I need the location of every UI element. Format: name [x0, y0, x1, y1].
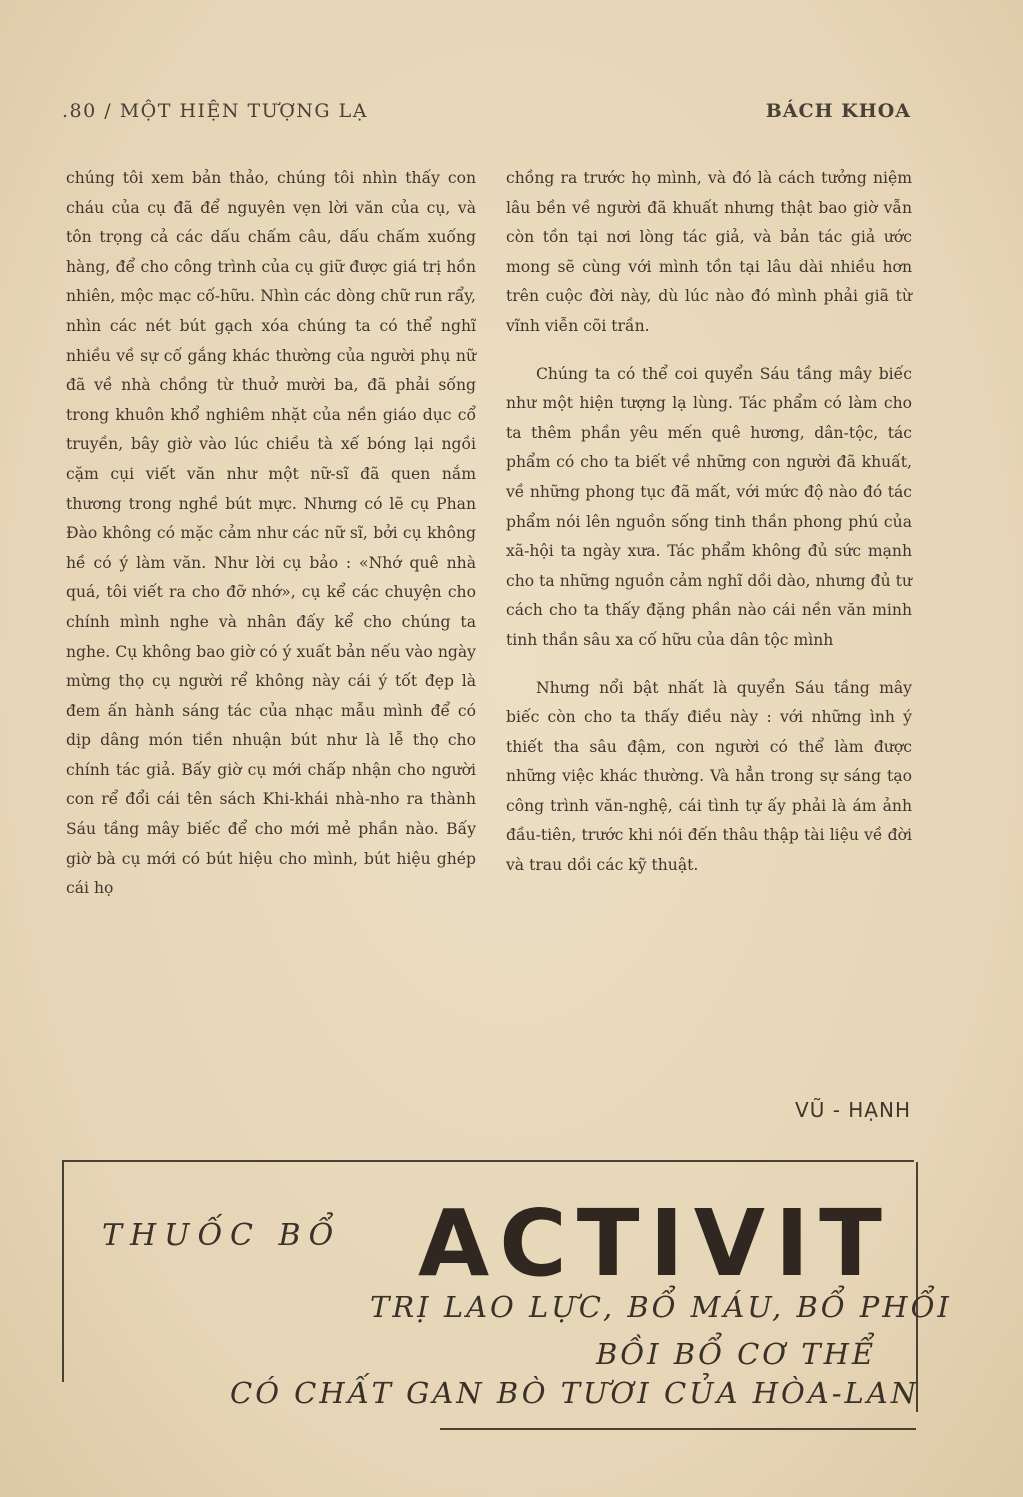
page-header: [62, 100, 911, 132]
right-column-paragraph-3: Nhưng nổi bật nhất là quyển Sáu tầng mây biếc còn cho ta thấy điều này : với những ình ý thiết tha sâu đậm, con người có thể làm được những việc khác thường. Và hẳn trong sự sáng tạo công trình văn-nghệ, cái tình tự ấy phải là ám ảnh đầu-tiên, trước khi nói đến thâu thập tài liệu về đời và trau dồi các kỹ thuật.: [506, 678, 912, 875]
author-signature: VŨ - HẠNH: [795, 1098, 911, 1122]
right-column: [506, 164, 912, 881]
right-column-paragraph-2: Chúng ta có thể coi quyển Sáu tầng mây biếc như một hiện tượng lạ lùng. Tác phẩm có làm cho ta thêm phần yêu mến quê hương, dân-tộc, tác phẩm có cho ta biết về những con người đã khuất, về những phong tục đã mất, với mức độ nào đó tác phẩm nói lên nguồn sống tinh thần phong phú của xã-hội ta ngày xưa. Tác phẩm không đủ sức mạnh cho ta những nguồn cảm nghĩ dồi dào, nhưng đủ tư cách cho ta thấy đặng phần nào cái nền văn minh tinh thần sâu xa cố hữu của dân tộc mình: [506, 364, 912, 649]
ad-tagline-2: BỒI BỔ CƠ THỂ: [596, 1337, 877, 1371]
ad-frame-right-border: [916, 1162, 918, 1412]
ad-tagline-3: CÓ CHẤT GAN BÒ TƯƠI CỦA HÒA-LAN: [230, 1376, 920, 1410]
left-column-text: chúng tôi xem bản thảo, chúng tôi nhìn thấy con cháu của cụ đã để nguyên vẹn lời văn của cụ, và tôn trọng cả các dấu chấm câu, dấu chấm xuống hàng, để cho công trình của cụ giữ được giá trị hồn nhiên, mộc mạc cố-hữu. Nhìn các dòng chữ run rẩy, nhìn các nét bút gạch xóa chúng ta có thể nghĩ nhiều về sự cố gắng khác thường của người phụ nữ đã về nhà chồng từ thuở mười ba, đã phải sống trong khuôn khổ nghiêm nhặt của nền giáo dục cổ truyền, bây giờ vào lúc chiều tà xế bóng lại ngồi cặm cụi viết văn như một nữ-sĩ đã quen nắm thương trong nghề bút mực. Nhưng có lẽ cụ Phan Đào không có mặc cảm như các nữ sĩ, bởi cụ không hề có ý làm văn. Như lời cụ bảo : «Nhớ quê nhà quá, tôi viết ra cho đỡ nhớ», cụ kể các chuyện cho chính mình nghe và nhân đấy kể cho chúng ta nghe. Cụ không bao giờ có ý xuất bản nếu vào ngày mừng thọ cụ người rể không này cái ý tốt đẹp là đem ấn hành sáng tác của nhạc mẫu mình để có dịp dâng món tiền nhuận bút như là lễ thọ cho chính tác giả. Bấy giờ cụ mới chấp nhận cho người con rể đổi cái tên sách Khi-khái nhà-nho ra thành Sáu tầng mây biếc để cho mới mẻ phần nào. Bấy giờ bà cụ mới có bút hiệu cho mình, bút hiệu ghép cái họ: [66, 169, 476, 898]
ad-frame-left-border: [62, 1162, 64, 1382]
page-number-and-title: .80 / MỘT HIỆN TƯỢNG LẠ: [62, 100, 368, 122]
ad-tagline-1: TRỊ LAO LỰC, BỔ MÁU, BỔ PHỔI: [370, 1290, 952, 1324]
right-column-paragraph-1: chồng ra trước họ mình, và đó là cách tưởng niệm lâu bền về người đã khuất nhưng thật bao giờ vẫn còn tồn tại nơi lòng tác giả, và bản tác giả ước mong sẽ cùng với mình tồn tại lâu dài nhiều hơn trên cuộc đời này, dù lúc nào đó mình phải giã từ vĩnh viễn cõi trần.: [506, 169, 912, 335]
ad-frame-bottom-border: [440, 1428, 916, 1430]
magazine-name: BÁCH KHOA: [765, 100, 911, 122]
ad-brand-name: ACTIVIT: [418, 1190, 892, 1297]
left-column: [66, 164, 476, 904]
ad-subtitle: THUỐC BỔ: [102, 1218, 342, 1253]
